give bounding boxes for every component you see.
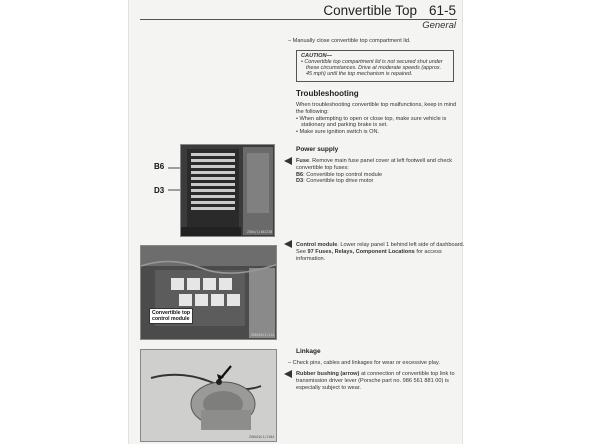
figure-code: ZX6410/1/1104	[249, 435, 274, 439]
pointer-arrow-icon	[284, 240, 292, 248]
figure-code: ZX64/1/4022IB	[247, 230, 272, 234]
control-module-callout: Convertible top control module	[149, 308, 193, 324]
linkage-heading: Linkage	[296, 348, 321, 355]
linkage-image	[141, 350, 277, 442]
page-number: 61-5	[428, 3, 456, 18]
caution-box	[296, 50, 454, 82]
fuse-panel-image	[181, 145, 275, 237]
troubleshooting-text: When troubleshooting convertible top malfunctions, keep in mind the following: • When attempting to open or close top, make sure vehicle is stationary and parking brake is set. • Make sure ignition switch is ON.	[296, 102, 457, 136]
linkage-step: – Check pins, cables and linkages for wear or excessive play.	[288, 360, 440, 366]
linkage-photo	[140, 349, 277, 442]
pointer-arrow-icon	[284, 157, 292, 165]
fuse-label-b6: B6	[154, 162, 165, 171]
control-module-text: Control module. Lower relay panel 1 behind left side of dashboard. See 97 Fuses, Relays, Component Locations for access information.	[296, 242, 465, 262]
section-title: General	[422, 20, 456, 31]
figure-code: ZX6410/1/114	[250, 333, 274, 337]
pointer-arrow-icon	[284, 370, 292, 378]
caution-line: these circumstances. Drive at moderate speeds (approx.	[306, 65, 442, 72]
header-rule	[140, 19, 457, 20]
relay-panel-photo	[140, 245, 277, 340]
fuse-label-d3: D3	[154, 186, 165, 195]
fuse-panel-photo	[180, 144, 275, 237]
power-supply-heading: Power supply	[296, 146, 339, 153]
bushing-text: Rubber bushing (arrow) at connection of convertible top link to transmission driver lever (Porsche part no. 986 561 881 00) is especially subject to wear.	[296, 371, 455, 391]
troubleshooting-heading: Troubleshooting	[296, 89, 359, 98]
relay-panel-image	[141, 246, 277, 340]
caution-line: • Convertible top compartment lid is not secured shut under	[301, 59, 443, 65]
intro-step: – Manually close convertible top compartment lid.	[288, 38, 411, 44]
fuse-text: Fuse. Remove main fuse panel cover at left footwell and check convertible top fuses: B6: Convertible top control module D3: Convertible top drive motor	[296, 158, 453, 185]
page-title: Convertible Top 61-5	[323, 3, 456, 18]
caution-title: CAUTION—	[301, 53, 333, 59]
caution-line: 45 mph) until the top mechanism is repaired.	[306, 71, 413, 78]
